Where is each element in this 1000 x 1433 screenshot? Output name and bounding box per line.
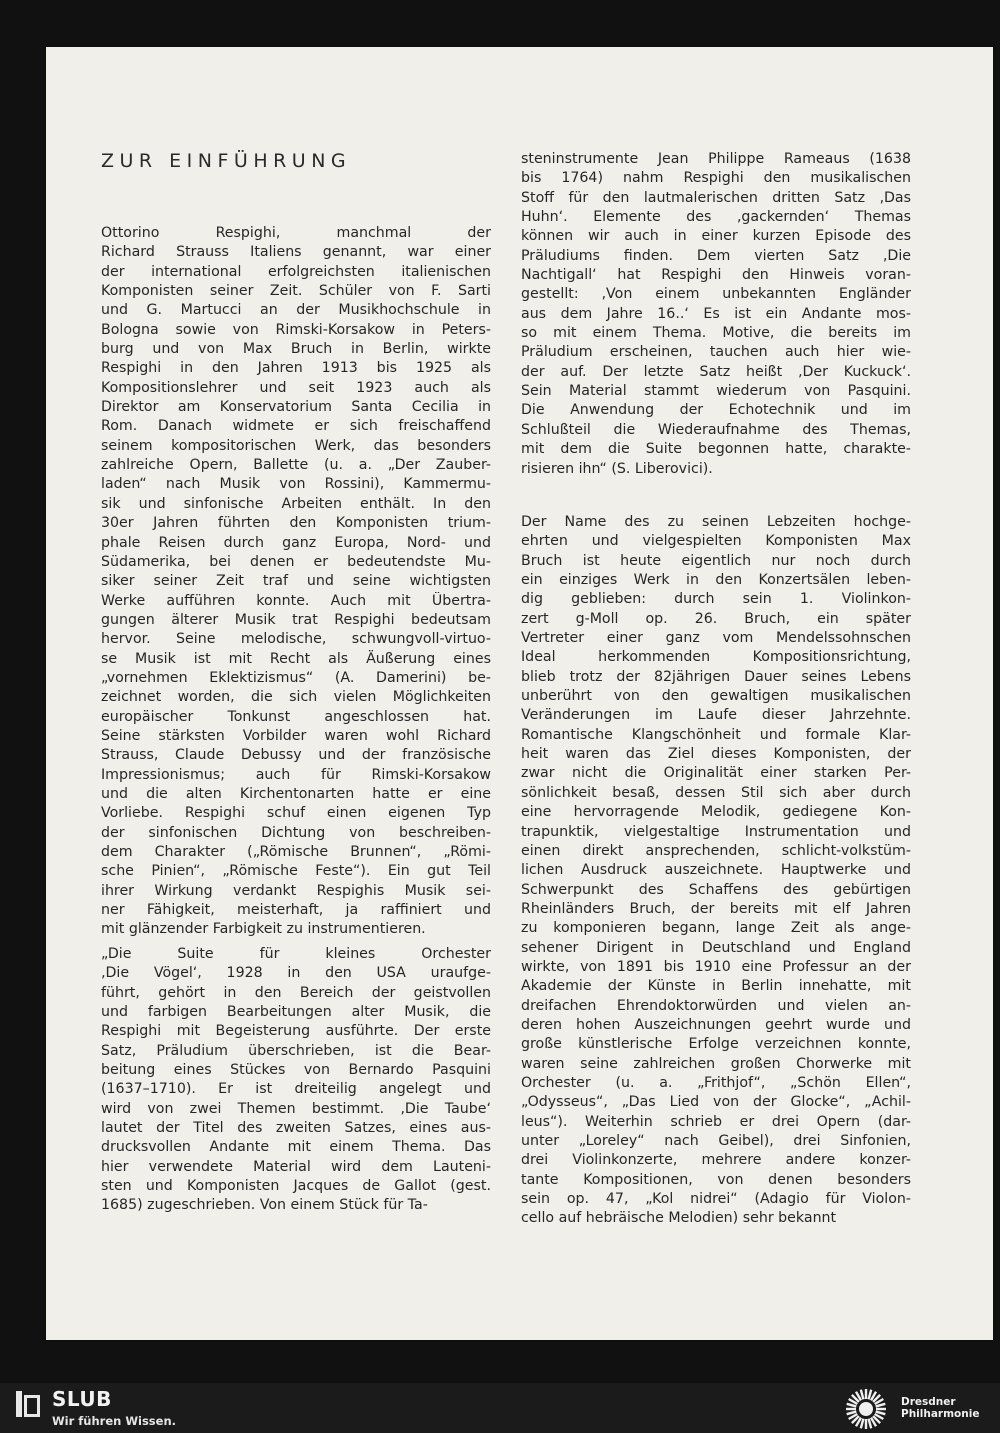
text-line: tante Kompositionen, von denen besonders: [521, 1171, 911, 1188]
text-line: Strauss, Claude Debussy und der französische: [101, 747, 491, 764]
sunburst-ray: [861, 1419, 864, 1429]
text-line: zeichnet worden, die sich vielen Möglichkeiten: [101, 689, 491, 706]
text-line: ner Fähigkeit, meisterhaft, ja raffiniert und: [101, 902, 491, 919]
text-line: „vornehmen Eklektizismus“ (A. Damerini) be-: [101, 669, 491, 686]
sunburst-ray: [847, 1412, 857, 1415]
sunburst-ray: [847, 1404, 857, 1407]
text-line: Kompositionslehrer und seit 1923 auch als: [101, 379, 491, 396]
text-line: bis 1764) nahm Respighi den musikalischen: [521, 170, 911, 187]
text-line: unter „Loreley“ nach Geibel), drei Sinfonien,: [521, 1133, 911, 1149]
text-line: sik und sinfonische Arbeiten enthält. In den: [101, 495, 491, 512]
text-line: lichen Ausdruck auszeichnete. Hauptwerke und: [521, 862, 911, 879]
text-line: waren seine zahlreichen großen Chorwerke mit: [521, 1055, 911, 1072]
text-line: heit waren das Ziel dieses Komponisten, der: [521, 746, 911, 763]
text-line: und die alten Kirchentonarten hatte er eine: [101, 785, 491, 802]
text-line: große künstlerische Erfolge verzeichnen konnte,: [521, 1036, 911, 1053]
text-line: ein einziges Werk in den Konzertsälen leben-: [521, 572, 911, 589]
text-line: gungen älterer Musik trat Respighi bedeutsam: [101, 611, 491, 628]
text-line: Rheinländers Bruch, der bereits mit elf Jahren: [521, 900, 911, 917]
text-line: Romantische Klangschönheit und formale Klar-: [521, 726, 911, 743]
sunburst-ray: [876, 1404, 886, 1407]
partner-name: [901, 1396, 979, 1420]
text-line: so mit einem Thema. Motive, die bereits im: [521, 325, 911, 342]
page-title: ZUR EINFÜHRUNG: [101, 150, 352, 172]
text-line: zert g-Moll op. 26. Bruch, ein später: [521, 610, 911, 627]
text-line: cello auf hebräische Melodien) sehr bekannt: [521, 1210, 837, 1227]
sunburst-ray: [861, 1390, 864, 1400]
sunburst-ray: [869, 1419, 872, 1429]
sunburst-ray: [869, 1390, 872, 1400]
text-line: seinem kompositorischen Werk, das besonders: [101, 437, 491, 454]
text-line: sehener Dirigent in Deutschland und England: [521, 939, 911, 956]
text-line: europäischer Tonkunst angeschlossen hat.: [101, 708, 491, 725]
text-line: Seine stärksten Vorbilder waren wohl Richard: [101, 727, 491, 744]
text-line: ehrten und vielgespielten Komponisten Max: [521, 533, 911, 550]
text-line: laden“ nach Musik von Rossini), Kammermu-: [101, 476, 491, 493]
right-column-paragraph-1: [521, 150, 911, 479]
text-line: Huhn‘. Elemente des ‚gackernden‘ Themas: [521, 209, 911, 226]
slub-logo-icon: [16, 1391, 40, 1417]
text-line: führt, gehört in den Bereich der geistvollen: [101, 984, 491, 1001]
text-line: burg und von Max Bruch in Berlin, wirkte: [101, 341, 491, 358]
text-line: der auf. Der letzte Satz heißt ‚Der Kuckuck‘.: [521, 363, 911, 380]
text-line: hier verwendete Material wird dem Lauteni-: [101, 1158, 491, 1175]
text-line: sche Pinien“, „Römische Feste“). Ein gut Teil: [101, 863, 491, 880]
text-line: Schwerpunkt des Schaffens des gebürtigen: [521, 881, 911, 898]
text-line: und G. Martucci an der Musikhochschule in: [101, 302, 491, 319]
text-line: Präludiums finden. Dem vierten Satz ‚Die: [521, 247, 911, 264]
text-line: Vertreter einer ganz vom Mendelssohnschen: [521, 630, 911, 647]
text-line: blieb trotz der 82jährigen Dauer seines Lebens: [521, 668, 911, 685]
text-line: trapunktik, vielgestaltige Instrumentation und: [521, 823, 911, 840]
text-line: lautet der Titel des zweiten Satzes, eines aus-: [101, 1120, 491, 1137]
text-line: Sein Material stammt wiederum von Pasquini.: [521, 383, 911, 400]
text-line: drucksvollen Andante mit einem Thema. Das: [101, 1139, 491, 1156]
text-line: „Die Suite für kleines Orchester: [101, 946, 491, 962]
text-line: beitung eines Stückes von Bernardo Pasquini: [101, 1062, 491, 1079]
text-line: Bruch ist heute eigentlich nur noch durch: [521, 552, 911, 569]
text-line: unberührt von den gewaltigen musikalischen: [521, 688, 911, 705]
text-line: Respighi mit Begeisterung ausführte. Der erste: [101, 1023, 491, 1040]
partner-name-line2: Philharmonie: [901, 1408, 980, 1420]
text-line: zwar nicht die Originalität einer starken Per-: [521, 765, 911, 782]
text-line: Nachtigall‘ hat Respighi den Hinweis voran-: [521, 267, 911, 284]
partner-name-line1: Dresdner: [901, 1396, 956, 1408]
text-line: risieren ihn“ (S. Liberovici).: [521, 460, 713, 477]
text-line: „Odysseus“, „Das Lied von der Glocke“, „Achil-: [521, 1094, 911, 1111]
text-line: dreifachen Ehrendoktorwürden und vielen an-: [521, 997, 911, 1014]
text-line: drei Violinkonzerte, mehrere andere konzer-: [521, 1152, 911, 1169]
text-line: und farbigen Bearbeitungen alter Musik, die: [101, 1004, 491, 1021]
text-line: siker seiner Zeit traf und seine wichtigsten: [101, 573, 491, 590]
text-line: wirkte, von 1891 bis 1910 eine Professur an der: [521, 958, 911, 975]
text-line: leus“). Weiterhin schrieb er drei Opern (dar-: [521, 1113, 911, 1130]
text-line: Akademie der Künste in Berlin innehatte, mit: [521, 978, 911, 995]
text-line: sein op. 47, „Kol nidrei“ (Adagio für Violon-: [521, 1191, 911, 1208]
text-line: Respighi in den Jahren 1913 bis 1925 als: [101, 360, 491, 377]
text-line: ‚Die Vögel‘, 1928 in den USA uraufge-: [101, 965, 491, 982]
text-line: der international erfolgreichsten italienischen: [101, 263, 491, 280]
text-line: zahlreiche Opern, Ballette (u. a. „Der Zauber-: [101, 457, 491, 474]
text-line: Der Name des zu seinen Lebzeiten hochge-: [521, 514, 911, 530]
text-line: mit glänzender Farbigkeit zu instrumentieren.: [101, 921, 426, 938]
text-line: gestellt: ‚Von einem unbekannten Engländer: [521, 286, 911, 303]
text-line: ihrer Wirkung verdankt Respighis Musik sei-: [101, 882, 491, 899]
text-line: einen direkt ansprechenden, schlicht-volkstüm-: [521, 842, 911, 859]
left-column-paragraph-1: [101, 224, 491, 940]
text-line: Satz, Präludium überschrieben, ist die Bear-: [101, 1042, 491, 1059]
text-line: se Musik ist mit Recht als Äußerung eines: [101, 650, 491, 667]
text-line: der sinfonischen Dichtung von beschreiben-: [101, 824, 491, 841]
text-line: Bologna sowie von Rimski-Korsakow in Peters-: [101, 321, 491, 338]
text-line: Komponisten seiner Zeit. Schüler von F. Sarti: [101, 283, 491, 300]
text-line: mit dem die Suite begonnen hatte, charakte-: [521, 441, 911, 458]
text-line: Südamerika, bei denen er bedeutendste Mu-: [101, 553, 491, 570]
text-line: Schlußteil die Wiederaufnahme des Themas,: [521, 421, 911, 438]
text-line: dig geblieben: durch sein 1. Violinkon-: [521, 591, 911, 608]
philharmonie-logo-icon: [845, 1388, 887, 1430]
text-line: aus dem Jahre 16..‘ Es ist ein Andante mos-: [521, 305, 911, 322]
text-line: Ottorino Respighi, manchmal der: [101, 225, 491, 241]
text-line: zu komponieren begann, lange Zeit als ange-: [521, 920, 911, 937]
sunburst-center: [859, 1402, 873, 1416]
text-line: Veränderungen im Laufe dieser Jahrzehnte.: [521, 707, 911, 724]
text-line: Präludium erscheinen, tauchen auch hier wie-: [521, 344, 911, 361]
text-line: können wir auch in einer kurzen Episode des: [521, 228, 911, 245]
text-line: Werke aufführen konnte. Auch mit Übertra-: [101, 592, 491, 609]
text-line: dem Charakter („Römische Brunnen“, „Römi-: [101, 844, 491, 860]
text-line: Direktor am Konservatorium Santa Cecilia in: [101, 399, 491, 416]
text-line: Richard Strauss Italiens genannt, war einer: [101, 244, 491, 261]
sunburst-ray: [876, 1412, 886, 1415]
text-line: Impressionismus; auch für Rimski-Korsakow: [101, 766, 491, 783]
text-line: Die Anwendung der Echotechnik und im: [521, 402, 911, 419]
right-column-paragraph-2: [521, 513, 911, 1229]
text-line: sönlichkeit besaß, dessen Stil sich aber durch: [521, 784, 911, 801]
text-line: Vorliebe. Respighi schuf einen eigenen Typ: [101, 805, 491, 822]
text-line: deren hohen Auszeichnungen geehrt wurde und: [521, 1016, 911, 1033]
text-line: Stoff für den lautmalerischen dritten Satz ‚Das: [521, 189, 911, 206]
text-line: 1685) zugeschrieben. Von einem Stück für Ta-: [101, 1197, 428, 1214]
left-column-paragraph-2: [101, 945, 491, 1216]
library-tagline: Wir führen Wissen.: [52, 1414, 177, 1428]
text-line: 30er Jahren führten den Komponisten trium-: [101, 515, 491, 532]
text-line: sten und Komponisten Jacques de Gallot (gest.: [101, 1178, 491, 1195]
text-line: hervor. Seine melodische, schwungvoll-virtuo-: [101, 631, 491, 648]
text-line: phale Reisen durch ganz Europa, Nord- und: [101, 534, 491, 551]
text-line: steninstrumente Jean Philippe Rameaus (1638: [521, 151, 911, 167]
text-line: Rom. Danach widmete er sich freischaffend: [101, 418, 491, 435]
text-line: (1637–1710). Er ist dreiteilig angelegt und: [101, 1081, 491, 1098]
library-name: SLUB: [52, 1387, 112, 1411]
text-line: Ideal herkommenden Kompositionsrichtung,: [521, 649, 911, 666]
text-line: eine hervorragende Melodik, gediegene Kon-: [521, 804, 911, 821]
text-line: wird von zwei Themen bestimmt. ‚Die Taube‘: [101, 1100, 491, 1117]
text-line: Orchester (u. a. „Frithjof“, „Schön Ellen“,: [521, 1074, 911, 1091]
